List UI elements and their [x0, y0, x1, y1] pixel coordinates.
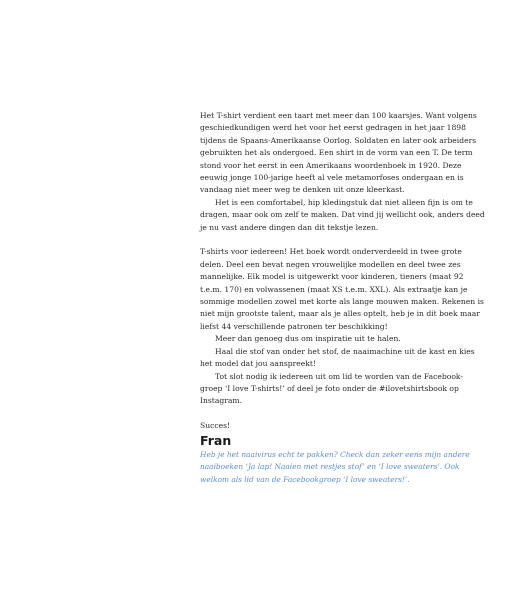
- closing-text: Succes!: [200, 421, 231, 431]
- book-paragraph-4: Tot slot nodig ik iedereen uit om lid te worden van de Facebook-groep ‘I love T-shirts!’ of deel je foto onder de #ilovetshirtsbook op Instagram.: [200, 371, 463, 406]
- book-paragraph-1: T-shirts voor iedereen! Het boek wordt onderverdeeld in twee grote delen. Deel een bevat negen vrouwelijke modellen en deel twee zes mannelijke. Elk model is uitgewerkt voor kinderen, tieners (maat 92 t.e.m. 170) en volwassenen (maat XS t.e.m. XXL). Als extraatje kan je sommige modellen zowel met korte als lange mouwen maken. Rekenen is niet mijn grootste talent, maar als je alles optelt, heb je in dit boek maar liefst 44 verschillende patronen ter beschikking!: [200, 247, 484, 331]
- author-signature: Fran: [200, 432, 232, 448]
- intro-paragraph-2: Het is een comfortabel, hip kledingstuk dat niet alleen fijn is om te dragen, maar ook om zelf te maken. Dat vind jij wellicht ook, anders deed je nu vast andere dingen dan dit tekstje lezen.: [200, 197, 485, 232]
- book-paragraph-3: Haal die stof van onder het stof, de naaimachine uit de kast en kies het model dat jou aanspreekt!: [200, 346, 475, 369]
- paragraph-spacer: [200, 234, 485, 246]
- promo-note: Heb je het naaivirus echt te pakken? Check dan zeker eens mijn andere naaiboeken ‘Ja lap! Naaien met restjes stof’ en ‘I love sweaters’. Ook welkom als lid van de Facebookgroep ‘I love sweaters!’.: [200, 449, 470, 484]
- book-paragraph-2: Meer dan genoeg dus om inspiratie uit te halen.: [215, 334, 401, 344]
- intro-paragraph-1: Het T-shirt verdient een taart met meer dan 100 kaarsjes. Want volgens geschiedkundigen werd het voor het eerst gedragen in het jaar 1898 tijdens de Spaans-Amerikaanse Oorlog. Soldaten en later ook arbeiders gebruikten het als ondergoed. Een shirt in de vorm van een T. De term stond voor het eerst in een Amerikaans woordenboek in 1920. Deze eeuwig jonge 100-jarige heeft al vele metamorfoses ondergaan en is vandaag niet meer weg te denken uit onze kleerkast.: [200, 111, 477, 195]
- paragraph-spacer: [200, 408, 485, 420]
- text-column: [200, 110, 485, 486]
